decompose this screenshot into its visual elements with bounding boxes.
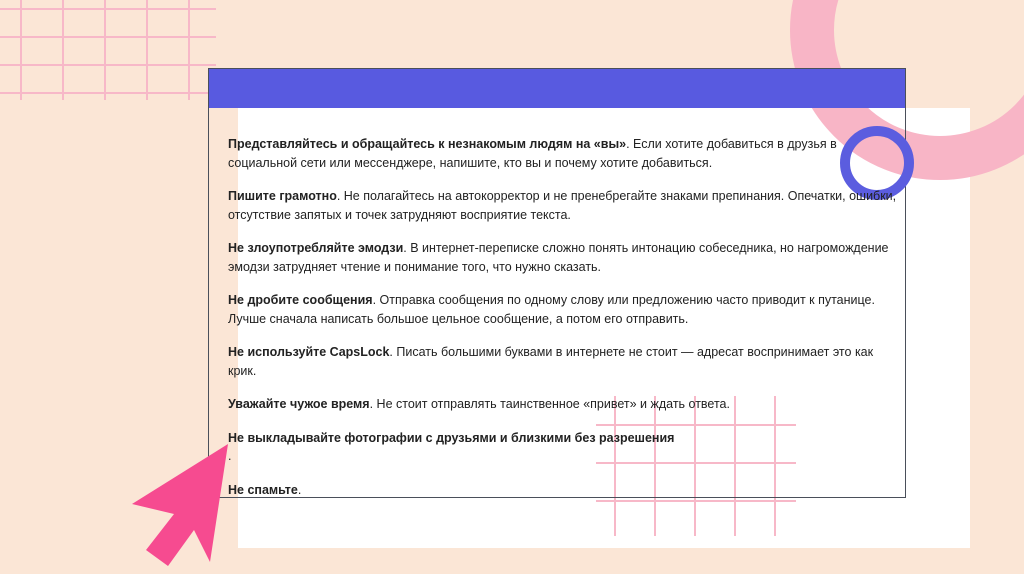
rule-text: . bbox=[228, 449, 232, 463]
rule-text: . В интернет-переписке сложно понять интонацию собеседника, но нагромождение эмодзи затрудняет чтение и понимание того, что нужно сказать. bbox=[228, 241, 889, 274]
pointer-arrow-icon bbox=[128, 440, 238, 570]
card-header-bar bbox=[209, 69, 905, 108]
rules-text-block bbox=[228, 135, 898, 514]
rule-text: . Не стоит отправлять таинственное «привет» и ждать ответа. bbox=[369, 397, 730, 411]
rule-title: Не используйте CapsLock bbox=[228, 345, 390, 359]
rule-paragraph bbox=[228, 291, 898, 328]
rule-title: Не выкладывайте фотографии с друзьями и близкими без разрешения bbox=[228, 430, 675, 445]
rule-paragraph bbox=[228, 429, 898, 466]
rule-paragraph bbox=[228, 187, 898, 224]
rule-text: . Писать большими буквами в интернете не стоит — адресат воспринимает это как крик. bbox=[228, 345, 874, 378]
rule-text: . bbox=[297, 482, 302, 497]
rule-text: . Если хотите добавиться в друзья в социальной сети или мессенджере, напишите, кто вы и почему хотите добавиться. bbox=[228, 137, 837, 170]
rule-title: Уважайте чужое время bbox=[228, 397, 370, 411]
rule-title: Пишите грамотно bbox=[228, 189, 337, 203]
rule-paragraph bbox=[228, 395, 898, 414]
rule-paragraph bbox=[228, 343, 898, 380]
rule-title: Представляйтесь и обращайтесь к незнакомым людям на «вы» bbox=[228, 137, 627, 151]
rule-paragraph bbox=[228, 481, 898, 500]
rule-text: . Не полагайтесь на автокорректор и не пренебрегайте знаками препинания. Опечатки, ошибки, отсутствие запятых и точек затрудняют восприятие текста. bbox=[228, 189, 897, 222]
rule-paragraph bbox=[228, 135, 898, 172]
rule-paragraph bbox=[228, 239, 898, 276]
rule-title: Не дробите сообщения bbox=[228, 293, 373, 307]
rule-title: Не злоупотребляйте эмодзи bbox=[228, 241, 404, 255]
rule-text: . Отправка сообщения по одному слову или предложению часто приводит к путанице. Лучше сначала написать большое цельное сообщение, а потом его отправить. bbox=[228, 293, 875, 326]
rule-title: Не спамьте bbox=[228, 482, 298, 497]
